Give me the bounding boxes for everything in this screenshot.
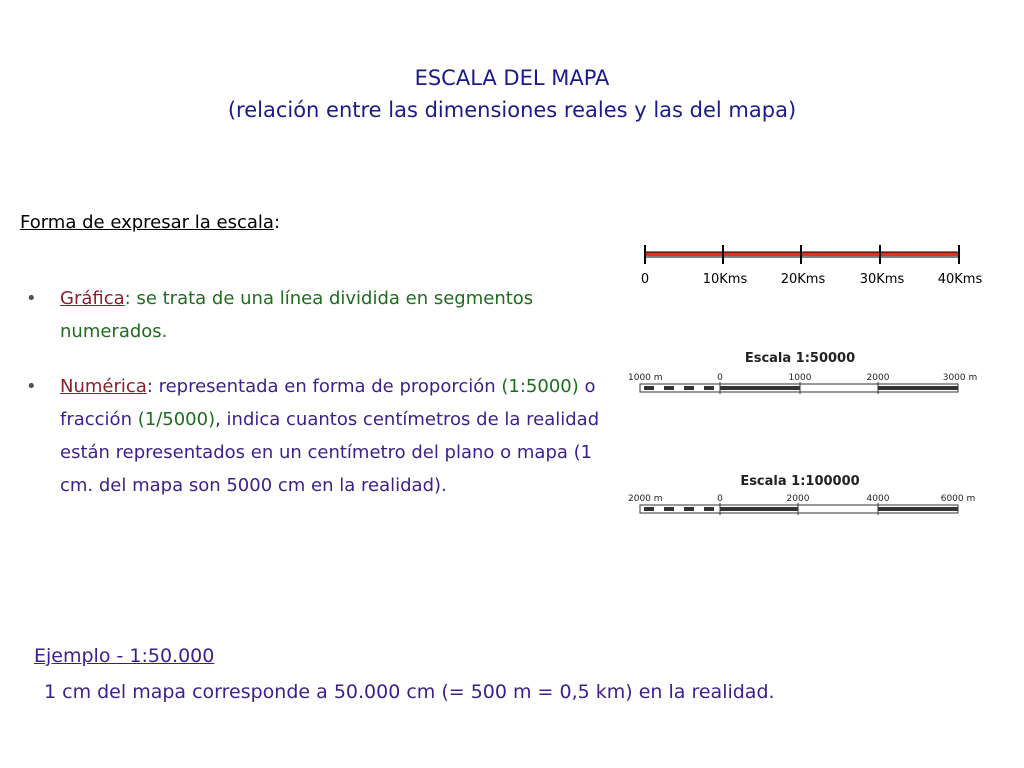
scale-label: 2000 <box>866 373 890 383</box>
scale-tick-label: 30Kms <box>859 272 905 287</box>
section-heading <box>20 212 280 233</box>
scale-label: 0 <box>717 494 723 504</box>
grafica-term: Gráfica <box>60 288 125 309</box>
section-heading-colon: : <box>273 212 281 233</box>
scale-tick-label: 10Kms <box>702 272 748 287</box>
scale-segment <box>644 386 654 390</box>
numerica-text-a: : representada en forma de proporción <box>146 376 502 397</box>
bullet-dot: • <box>26 376 37 397</box>
scale-segment <box>878 507 958 511</box>
scale-segment <box>644 507 654 511</box>
scale-label: 6000 m <box>940 494 976 504</box>
graphic-scale-1-50000 <box>620 345 980 400</box>
scale-label: 1000 <box>788 373 812 383</box>
numerica-term: Numérica <box>60 376 147 397</box>
scale-label: 0 <box>717 373 723 383</box>
bullet-grafica <box>20 282 610 348</box>
graphic-scale-1-100000 <box>620 468 980 523</box>
bullet-numerica <box>20 370 610 502</box>
scale-segment <box>704 507 714 511</box>
numerica-text-b: o fracción <box>60 376 596 430</box>
numerica-fraction: (1/5000) <box>137 409 216 430</box>
graphic-scale-bar-km <box>630 240 990 290</box>
bullet-dot: • <box>26 288 37 309</box>
scale-segment <box>878 386 958 390</box>
numerica-text-c: , indica cuantos centímetros de la realidad están representados en un centímetro del plano o mapa (1 cm. del mapa son 5000 cm en la realidad). <box>60 409 600 496</box>
scale-label: 2000 <box>786 494 810 504</box>
title-line-2: (relación entre las dimensiones reales y las del mapa) <box>227 98 797 122</box>
scale-label: 1000 m <box>628 373 663 383</box>
scale-segment <box>664 386 674 390</box>
scale-title: Escala 1:50000 <box>744 351 856 366</box>
example-text: 1 cm del mapa corresponde a 50.000 cm (= 500 m = 0,5 km) en la realidad. <box>44 681 775 703</box>
scale-tick-label: 20Kms <box>780 272 826 287</box>
numerica-ratio: (1:5000) <box>501 376 579 397</box>
scale-segment <box>720 386 800 390</box>
scale-tick-label: 0 <box>640 272 650 287</box>
page-title <box>0 62 1024 126</box>
scale-segment <box>704 386 714 390</box>
example-label: Ejemplo - 1:50.000 <box>34 645 215 667</box>
scale-label: 4000 <box>866 494 890 504</box>
grafica-text: : se trata de una línea dividida en segmentos numerados. <box>60 288 534 342</box>
scale-segment <box>684 507 694 511</box>
scale-segment <box>664 507 674 511</box>
scale-segment <box>720 507 798 511</box>
scale-tick-label: 40Kms <box>937 272 983 287</box>
bullet-list <box>20 282 610 502</box>
scale-label: 3000 m <box>942 373 978 383</box>
scale-title: Escala 1:100000 <box>740 474 860 489</box>
scale-label: 2000 m <box>628 494 663 504</box>
section-heading-text: Forma de expresar la escala <box>20 212 274 233</box>
title-line-1: ESCALA DEL MAPA <box>414 66 610 90</box>
scale-segment <box>684 386 694 390</box>
